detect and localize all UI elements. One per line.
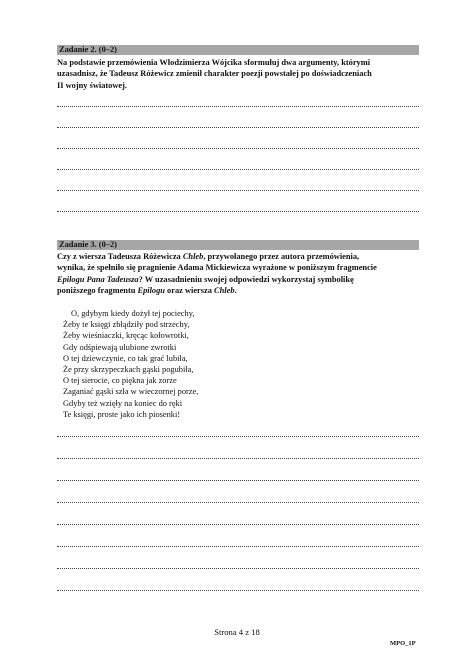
- task-3-header: Zadanie 3. (0–2): [57, 240, 419, 250]
- poem-line: Że przy skrzypeczkach gąski pogubiła,: [63, 365, 194, 375]
- task-2-answer-line-5[interactable]: [57, 190, 419, 191]
- poem-line: Żeby wieśniaczki, kręcąc kołowrotki,: [63, 331, 189, 341]
- epilog-fragment-poem: [63, 308, 198, 420]
- page-number: Strona 4 z 18: [214, 627, 260, 637]
- poem-line: Gdyby też wzięły na koniec do ręki: [63, 398, 183, 408]
- poem-line: O tej dziewczynie, co tak grać lubiła,: [63, 353, 188, 363]
- task-3-prompt-line: poniższego fragmentu Epilogu oraz wiersza Chleb.: [57, 286, 237, 296]
- task-2-prompt-line: uzasadnisz, że Tadeusz Różewicz zmienił charakter poezji powstałej po doświadczeniach: [57, 69, 372, 79]
- task-3-answer-line-5[interactable]: [57, 524, 419, 525]
- task-2-header: Zadanie 2. (0–2): [57, 45, 419, 55]
- poem-line: O tej sierocie, co piękna jak zorze: [63, 376, 177, 386]
- task-2-prompt-line: II wojny światowej.: [57, 80, 128, 90]
- poem-line: Zaganiać gąski szła w wieczornej porze,: [63, 387, 199, 397]
- task-3-answer-line-2[interactable]: [57, 458, 419, 459]
- task-3-prompt-line: Czy z wiersza Tadeusza Różewicza Chleb, przywołanego przez autora przemówienia,: [57, 252, 360, 261]
- task-2-prompt: [57, 57, 419, 91]
- task-2-answer-line-3[interactable]: [57, 148, 419, 149]
- task-2-answer-line-4[interactable]: [57, 169, 419, 170]
- task-3-prompt-line: wynika, że spełniło się pragnienie Adama Mickiewicza wyrażone w poniższym fragmencie: [57, 263, 377, 273]
- task-3-prompt-line: Epilogu Pana Tadeusza? W uzasadnieniu swojej odpowiedzi wykorzystaj symbolikę: [57, 274, 354, 284]
- exam-code: MPO_1P: [390, 640, 416, 647]
- poem-line: Żeby te księgi zbłądziły pod strzechy,: [63, 320, 190, 330]
- poem-line: Gdy odśpiewają ulubione zwrotki: [63, 342, 177, 352]
- task-3-answer-line-6[interactable]: [57, 546, 419, 547]
- task-3-answer-line-8[interactable]: [57, 590, 419, 591]
- task-2-answer-line-6[interactable]: [57, 211, 419, 212]
- task-3-answer-line-7[interactable]: [57, 568, 419, 569]
- task-2-prompt-line: Na podstawie przemówienia Włodzimierza Wójcika sformułuj dwa argumenty, którymi: [57, 58, 371, 67]
- task-3-answer-line-1[interactable]: [57, 436, 419, 437]
- task-3-answer-line-3[interactable]: [57, 480, 419, 481]
- poem-line: O, gdybym kiedy dożył tej pociechy,: [71, 309, 195, 318]
- task-3-answer-line-4[interactable]: [57, 502, 419, 503]
- task-2-answer-line-2[interactable]: [57, 127, 419, 128]
- task-3-prompt: [57, 251, 419, 297]
- poem-line: Te księgi, proste jako ich piosenki!: [63, 409, 181, 419]
- task-2-answer-line-1[interactable]: [57, 106, 419, 107]
